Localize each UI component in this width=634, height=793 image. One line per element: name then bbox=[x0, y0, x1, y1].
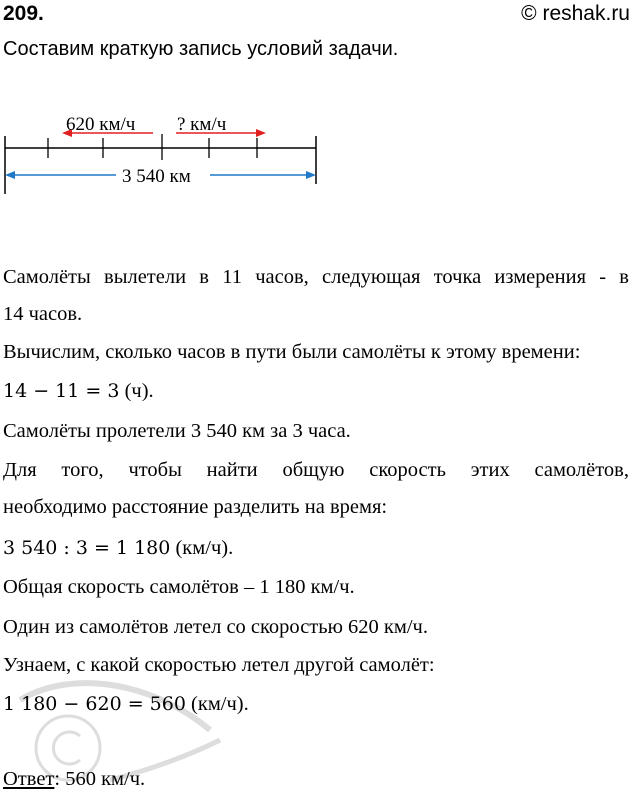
problem-number: 209. bbox=[3, 2, 44, 25]
calculation-expression: 3 540 : 3 = 1 180 bbox=[3, 537, 171, 559]
solution-line: Узнаем, с какой скоростью летел другой самолёт: bbox=[3, 654, 435, 676]
calculation-line bbox=[3, 380, 154, 403]
distance-arrow-right-head bbox=[306, 171, 316, 179]
answer-label: Ответ bbox=[3, 768, 55, 790]
solution-line: Общая скорость самолётов – 1 180 км/ч. bbox=[3, 576, 355, 598]
calculation-expression: 1 180 − 620 = 560 bbox=[3, 693, 186, 715]
calculation-unit: (км/ч). bbox=[185, 693, 249, 715]
calculation-unit: (км/ч). bbox=[170, 537, 234, 559]
solution-line: Вычислим, сколько часов в пути были самолёты к этому времени: bbox=[3, 341, 581, 363]
right-speed-label: ? км/ч bbox=[177, 114, 227, 135]
calculation-line bbox=[3, 537, 233, 560]
solution-line: Самолёты пролетели 3 540 км за 3 часа. bbox=[3, 420, 351, 442]
copyright-notice: © reshak.ru bbox=[521, 2, 630, 25]
answer-line bbox=[3, 768, 145, 791]
solution-line: Для того, чтобы найти общую скорость этих самолётов, bbox=[3, 459, 629, 481]
solution-line: необходимо расстояние разделить на время: bbox=[3, 496, 388, 518]
calculation-line bbox=[3, 693, 249, 716]
intro-text: Составим краткую запись условий задачи. bbox=[3, 38, 399, 60]
distance-arrow-left-head bbox=[5, 171, 15, 179]
solution-line: 14 часов. bbox=[3, 303, 83, 325]
answer-value: : 560 км/ч. bbox=[54, 768, 146, 790]
distance-diagram bbox=[0, 110, 634, 200]
solution-line: Самолёты вылетели в 11 часов, следующая точка измерения - в bbox=[3, 266, 629, 288]
distance-label: 3 540 км bbox=[122, 166, 191, 187]
right-arrow-head bbox=[256, 129, 266, 137]
left-speed-label: 620 км/ч bbox=[66, 114, 136, 135]
solution-line: Один из самолётов летел со скоростью 620 км/ч. bbox=[3, 616, 428, 638]
watermark-copyright-c bbox=[53, 732, 80, 764]
calculation-expression: 14 − 11 = 3 bbox=[3, 380, 120, 402]
calculation-unit: (ч). bbox=[119, 380, 154, 402]
